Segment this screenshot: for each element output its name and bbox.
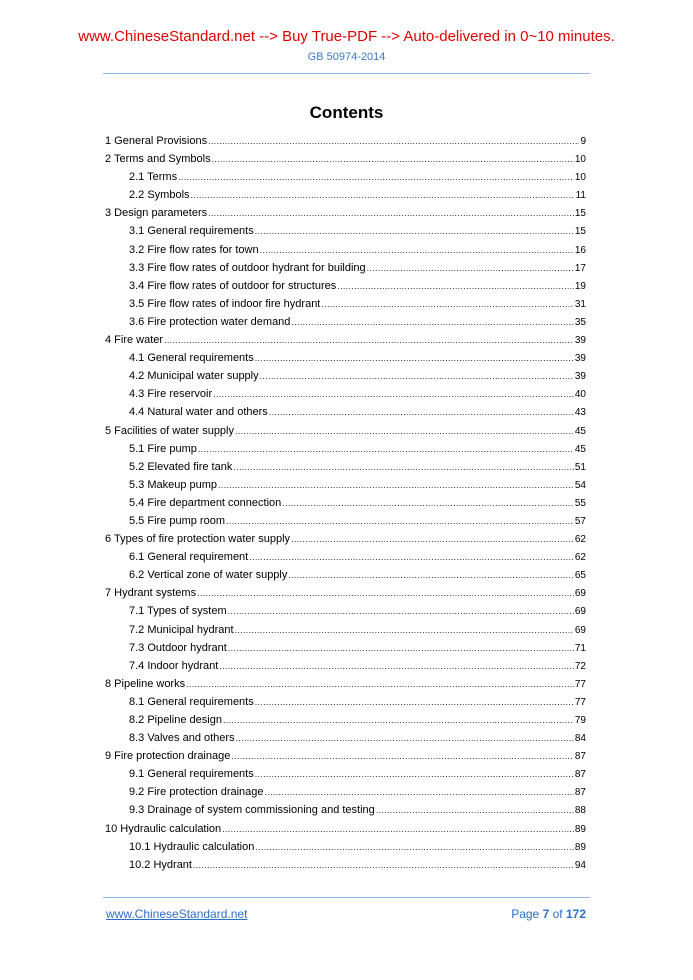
table-of-contents (105, 132, 586, 874)
toc-subsection-entry[interactable] (105, 222, 586, 240)
toc-dot-leader (265, 783, 574, 801)
toc-subsection-entry[interactable] (105, 856, 586, 874)
toc-entry-page: 69 (574, 606, 586, 618)
toc-entry-page: 89 (574, 841, 586, 853)
toc-entry-page: 55 (574, 497, 586, 509)
toc-subsection-entry[interactable] (105, 729, 586, 747)
toc-section-entry[interactable] (105, 331, 586, 349)
toc-entry-page: 51 (574, 461, 586, 473)
toc-entry-label: 7.4 Indoor hydrant (129, 659, 219, 672)
toc-entry-page: 69 (574, 588, 586, 600)
toc-dot-leader (291, 530, 574, 548)
toc-entry-label: 5.5 Fire pump room (129, 514, 225, 527)
toc-subsection-entry[interactable] (105, 277, 586, 295)
toc-entry-page: 31 (574, 298, 586, 310)
toc-entry-label: 8 Pipeline works (105, 677, 186, 690)
toc-entry-label: 1 General Provisions (105, 135, 208, 147)
toc-dot-leader (255, 349, 574, 367)
toc-subsection-entry[interactable] (105, 765, 586, 783)
toc-subsection-entry[interactable] (105, 168, 586, 186)
toc-entry-page: 15 (574, 208, 586, 220)
footer-divider (103, 897, 590, 898)
toc-entry-page: 88 (574, 805, 586, 817)
toc-dot-leader (235, 422, 574, 440)
toc-dot-leader (219, 657, 574, 675)
toc-subsection-entry[interactable] (105, 838, 586, 856)
toc-subsection-entry[interactable] (105, 621, 586, 639)
toc-dot-leader (269, 403, 574, 421)
toc-entry-page: 10 (574, 154, 586, 166)
toc-dot-leader (226, 512, 574, 530)
toc-subsection-entry[interactable] (105, 657, 586, 675)
toc-subsection-entry[interactable] (105, 385, 586, 403)
current-page-number: 7 (542, 907, 550, 921)
toc-dot-leader (212, 150, 574, 168)
toc-entry-page: 19 (574, 280, 586, 292)
total-pages-number: 172 (565, 907, 586, 921)
toc-subsection-entry[interactable] (105, 548, 586, 566)
toc-entry-page: 87 (574, 787, 586, 799)
toc-entry-label: 9.2 Fire protection drainage (129, 786, 264, 799)
toc-subsection-entry[interactable] (105, 367, 586, 385)
toc-entry-label: 4 Fire water (105, 334, 164, 347)
toc-dot-leader (223, 711, 574, 729)
toc-entry-label: 4.3 Fire reservoir (129, 388, 213, 401)
toc-subsection-entry[interactable] (105, 602, 586, 620)
toc-entry-page: 71 (574, 642, 586, 654)
toc-section-entry[interactable] (105, 150, 586, 168)
toc-dot-leader (235, 621, 574, 639)
toc-entry-label: 10 Hydraulic calculation (105, 822, 222, 835)
toc-dot-leader (208, 204, 574, 222)
toc-entry-label: 2.1 Terms (129, 171, 178, 184)
toc-entry-page: 69 (574, 624, 586, 636)
toc-entry-label: 5 Facilities of water supply (105, 424, 234, 437)
toc-entry-label: 2 Terms and Symbols (105, 153, 211, 166)
toc-subsection-entry[interactable] (105, 783, 586, 801)
toc-subsection-entry[interactable] (105, 241, 586, 259)
toc-entry-label: 9.3 Drainage of system commissioning and testing (129, 804, 375, 817)
toc-subsection-entry[interactable] (105, 566, 586, 584)
toc-entry-page: 15 (574, 226, 586, 238)
toc-entry-label: 5.2 Elevated fire tank (129, 460, 233, 473)
toc-entry-label: 4.4 Natural water and others (129, 406, 268, 419)
toc-entry-page: 39 (574, 335, 586, 347)
toc-subsection-entry[interactable] (105, 403, 586, 421)
toc-section-entry[interactable] (105, 204, 586, 222)
toc-dot-leader (213, 385, 574, 403)
toc-dot-leader (255, 765, 574, 783)
toc-entry-page: 57 (574, 515, 586, 527)
toc-entry-page: 77 (574, 678, 586, 690)
toc-dot-leader (191, 186, 575, 204)
toc-entry-label: 6.1 General requirement (129, 551, 249, 564)
toc-subsection-entry[interactable] (105, 259, 586, 277)
toc-section-entry[interactable] (105, 820, 586, 838)
toc-subsection-entry[interactable] (105, 711, 586, 729)
toc-dot-leader (236, 729, 574, 747)
toc-entry-page: 87 (574, 769, 586, 781)
toc-entry-label: 9 Fire protection drainage (105, 750, 231, 763)
toc-dot-leader (255, 838, 574, 856)
toc-entry-label: 3.1 General requirements (129, 225, 254, 238)
toc-section-entry[interactable] (105, 747, 586, 765)
page-title: Contents (309, 103, 384, 122)
toc-subsection-entry[interactable] (105, 476, 586, 494)
toc-section-entry[interactable] (105, 132, 586, 150)
toc-dot-leader (197, 584, 574, 602)
standard-code: GB 50974-2014 (307, 51, 386, 63)
toc-entry-label: 3.3 Fire flow rates of outdoor hydrant for building (129, 261, 366, 274)
toc-dot-leader (178, 168, 574, 186)
header-divider (103, 73, 590, 74)
toc-entry-label: 8.2 Pipeline design (129, 714, 222, 726)
toc-entry-label: 4.2 Municipal water supply (129, 370, 259, 383)
toc-dot-leader (186, 675, 574, 693)
toc-entry-label: 8.1 General requirements (129, 695, 254, 708)
toc-dot-leader (208, 132, 579, 150)
toc-entry-label: 7.2 Municipal hydrant (129, 623, 234, 636)
toc-subsection-entry[interactable] (105, 295, 586, 313)
toc-dot-leader (198, 440, 574, 458)
toc-entry-label: 4.1 General requirements (129, 352, 254, 365)
toc-entry-page: 35 (574, 316, 586, 328)
toc-entry-label: 8.3 Valves and others (129, 732, 235, 745)
toc-subsection-entry[interactable] (105, 440, 586, 458)
toc-entry-page: 45 (574, 443, 586, 455)
toc-entry-page: 17 (574, 262, 586, 274)
toc-entry-page: 11 (575, 190, 586, 202)
toc-subsection-entry[interactable] (105, 693, 586, 711)
toc-entry-page: 62 (574, 534, 586, 546)
footer-site-link[interactable]: www.ChineseStandard.net (106, 907, 248, 921)
toc-subsection-entry[interactable] (105, 639, 586, 657)
toc-dot-leader (218, 476, 574, 494)
toc-entry-page: 10 (574, 172, 586, 184)
toc-subsection-entry[interactable] (105, 512, 586, 530)
toc-entry-page: 89 (574, 823, 586, 835)
page-indicator (511, 907, 586, 921)
page-separator: of (552, 907, 563, 921)
toc-entry-label: 10.2 Hydrant (129, 858, 192, 871)
toc-dot-leader (255, 222, 574, 240)
toc-section-entry[interactable] (105, 422, 586, 440)
toc-entry-label: 9.1 General requirements (129, 768, 254, 781)
toc-entry-page: 94 (574, 859, 586, 871)
toc-dot-leader (231, 747, 574, 765)
toc-entry-label: 10.1 Hydraulic calculation (129, 840, 255, 853)
toc-entry-page: 84 (574, 733, 586, 745)
toc-entry-page: 45 (574, 425, 586, 437)
toc-entry-label: 5.1 Fire pump (129, 442, 197, 455)
toc-subsection-entry[interactable] (105, 801, 586, 819)
toc-subsection-entry[interactable] (105, 186, 586, 204)
toc-section-entry[interactable] (105, 675, 586, 693)
toc-dot-leader (282, 494, 574, 512)
toc-dot-leader (260, 367, 574, 385)
toc-entry-label: 3.6 Fire protection water demand (129, 315, 291, 328)
toc-entry-label: 7.3 Outdoor hydrant (129, 641, 227, 654)
toc-entry-label: 6.2 Vertical zone of water supply (129, 569, 288, 582)
toc-dot-leader (228, 639, 574, 657)
toc-dot-leader (260, 241, 574, 259)
toc-section-entry[interactable] (105, 530, 586, 548)
promo-banner[interactable]: www.ChineseStandard.net --> Buy True-PDF --> Auto-delivered in 0~10 minutes. (78, 28, 615, 45)
toc-entry-page: 65 (574, 570, 586, 582)
toc-dot-leader (321, 295, 574, 313)
page-prefix: Page (511, 907, 540, 921)
toc-entry-label: 3.2 Fire flow rates for town (129, 243, 259, 256)
toc-entry-label: 5.3 Makeup pump (129, 478, 218, 491)
toc-dot-leader (249, 548, 574, 566)
toc-entry-page: 62 (574, 552, 586, 564)
toc-subsection-entry[interactable] (105, 313, 586, 331)
toc-entry-page: 72 (574, 660, 586, 672)
toc-entry-label: 3.4 Fire flow rates of outdoor for structures (129, 279, 337, 292)
toc-entry-page: 39 (574, 353, 586, 365)
toc-entry-label: 6 Types of fire protection water supply (105, 533, 291, 546)
toc-dot-leader (164, 331, 574, 349)
toc-dot-leader (291, 313, 573, 331)
toc-dot-leader (233, 458, 574, 476)
toc-entry-label: 3 Design parameters (105, 207, 208, 220)
toc-dot-leader (255, 693, 574, 711)
toc-subsection-entry[interactable] (105, 349, 586, 367)
toc-entry-label: 2.2 Symbols (129, 189, 190, 202)
toc-entry-page: 40 (574, 389, 586, 401)
toc-entry-page: 39 (574, 371, 586, 383)
toc-entry-page: 43 (574, 407, 586, 419)
toc-entry-label: 5.4 Fire department connection (129, 496, 282, 509)
toc-entry-label: 7.1 Types of system (129, 605, 227, 618)
toc-entry-page: 87 (574, 751, 586, 763)
toc-dot-leader (228, 602, 574, 620)
toc-dot-leader (222, 820, 574, 838)
toc-entry-page: 9 (580, 136, 586, 147)
toc-dot-leader (337, 277, 574, 295)
toc-subsection-entry[interactable] (105, 458, 586, 476)
toc-entry-page: 54 (574, 479, 586, 491)
toc-entry-page: 16 (574, 244, 586, 256)
toc-section-entry[interactable] (105, 584, 586, 602)
toc-dot-leader (288, 566, 574, 584)
toc-entry-page: 79 (574, 715, 586, 726)
toc-dot-leader (376, 801, 574, 819)
toc-dot-leader (367, 259, 574, 277)
toc-dot-leader (193, 856, 574, 874)
toc-entry-label: 7 Hydrant systems (105, 587, 197, 600)
toc-entry-label: 3.5 Fire flow rates of indoor fire hydrant (129, 297, 321, 310)
toc-entry-page: 77 (574, 696, 586, 708)
toc-subsection-entry[interactable] (105, 494, 586, 512)
